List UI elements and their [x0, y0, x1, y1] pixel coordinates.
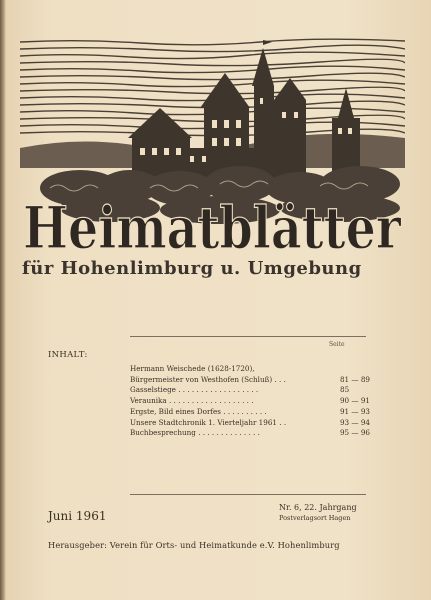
toc-entry-page: 85 [340, 385, 350, 395]
bottom-divider [130, 494, 366, 495]
issue-date: Juni 1961 [48, 509, 107, 523]
masthead-subtitle: für Hohenlimburg u. Umgebung [22, 258, 362, 279]
toc-entry-page: 93 — 94 [339, 417, 370, 427]
castle-woodcut-svg [20, 38, 405, 288]
toc-entry [130, 385, 370, 396]
toc-entry-title: Ergste, Bild eines Dorfes . . . . . . . . . . [130, 406, 267, 416]
castle-woodcut-illustration [20, 38, 405, 288]
toc-entry-title: Hermann Weischede (1628-1720), [130, 364, 255, 373]
table-of-contents [130, 364, 370, 439]
publisher-line: Herausgeber: Verein für Orts- und Heimatkunde e.V. Hohenlimburg [48, 540, 340, 550]
post-office: Postverlagsort Hagen [279, 514, 351, 522]
top-divider [130, 336, 366, 337]
toc-entry-title: Bürgermeister von Westhofen (Schluß) . . . [130, 374, 286, 384]
masthead-title-graphic [23, 194, 402, 262]
spine-shadow [0, 0, 6, 600]
page-column-heading: Seite [329, 341, 345, 348]
toc-entry-page: 91 — 93 [339, 406, 370, 416]
toc-entry [130, 396, 370, 407]
toc-entry [130, 364, 370, 375]
toc-entry [130, 428, 370, 439]
toc-entry [130, 407, 370, 418]
issue-info [279, 502, 357, 524]
toc-entry-page: 90 — 91 [339, 396, 370, 406]
toc-entry-page: 95 — 96 [339, 428, 370, 438]
toc-entry-page: 81 — 89 [339, 374, 370, 384]
toc-entry [130, 418, 370, 429]
toc-entry-page [340, 364, 370, 375]
toc-entry-title: Unsere Stadtchronik 1. Vierteljahr 1961 . . [130, 417, 287, 427]
toc-entry-title: Gasselstiege . . . . . . . . . . . . . . . . . . [130, 385, 259, 395]
masthead-title: Heimatblätter [23, 194, 403, 262]
contents-label: INHALT: [48, 350, 88, 360]
toc-entry-title: Veraunika . . . . . . . . . . . . . . . . . . . [130, 396, 254, 406]
toc-entry-title: Buchbesprechung . . . . . . . . . . . . . . [130, 428, 260, 438]
issue-number: Nr. 6, 22. Jahrgang [279, 503, 357, 512]
toc-entry [130, 375, 370, 386]
